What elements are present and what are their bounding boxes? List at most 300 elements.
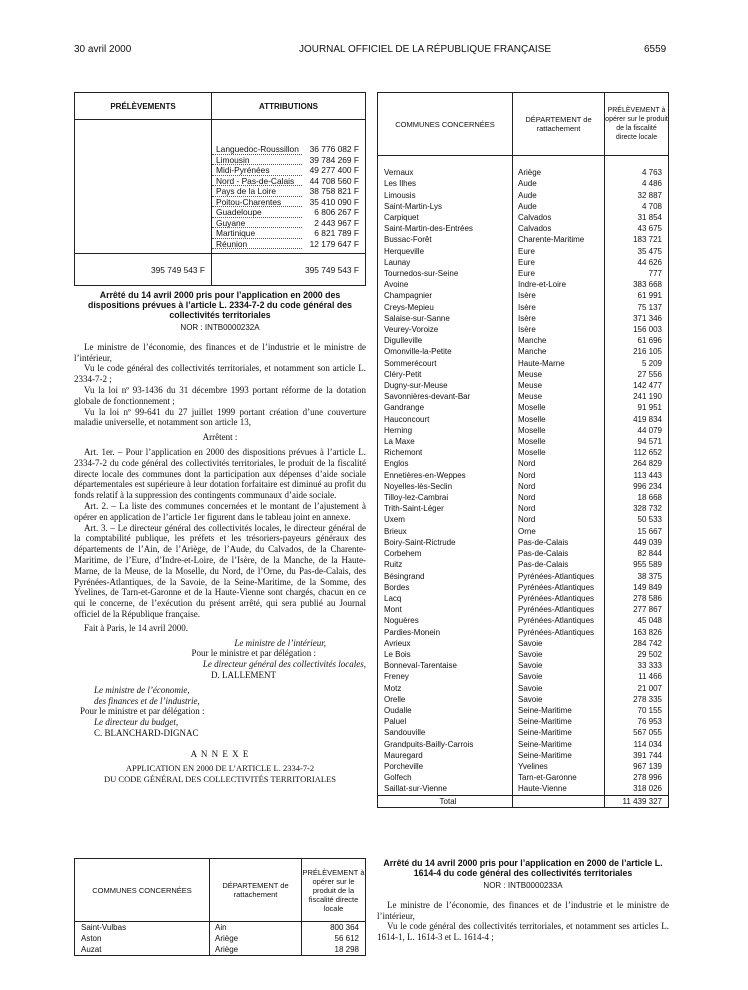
prelevement-value: 241 190 bbox=[633, 392, 662, 402]
prelevement-value: 38 375 bbox=[637, 571, 662, 581]
commune-name: Savonnières-devant-Bar bbox=[378, 391, 513, 402]
prelevement-value: 91 951 bbox=[637, 403, 662, 413]
table-row bbox=[378, 503, 669, 514]
prelevement-value: 284 742 bbox=[633, 638, 662, 648]
commune-name: Bésingrand bbox=[378, 571, 513, 582]
table-row bbox=[378, 369, 669, 380]
prelevement-value: 112 652 bbox=[633, 448, 662, 458]
attribution-row bbox=[212, 207, 365, 218]
attribution-value: 44 708 560 F bbox=[309, 175, 359, 186]
arrete-2 bbox=[377, 858, 669, 943]
visa: Vu le code général des collectivités territoriales, et notamment son article L. 2334-7-2 ; bbox=[74, 363, 366, 385]
prelevement-value: 32 887 bbox=[637, 190, 662, 200]
attribution-row bbox=[212, 218, 365, 229]
commune-name: Le Bois bbox=[378, 649, 513, 660]
attribution-value: 36 776 082 F bbox=[309, 144, 359, 154]
annexe-subtitle: APPLICATION EN 2000 DE L’ARTICLE L. 2334-7-2 bbox=[125, 763, 315, 774]
region-name: Martinique bbox=[212, 228, 302, 239]
attribution-value: 49 277 400 F bbox=[309, 165, 359, 175]
table-row bbox=[378, 627, 669, 638]
commune-name: Auzat bbox=[75, 944, 210, 956]
table-row bbox=[378, 167, 669, 178]
prelevement-value: 328 732 bbox=[633, 504, 662, 514]
prelevement-value: 35 475 bbox=[637, 246, 662, 256]
col-communes: COMMUNES CONCERNÉES bbox=[75, 859, 210, 922]
departement-name: Nord bbox=[513, 481, 605, 492]
commune-name: Veurey-Voroize bbox=[378, 324, 513, 335]
table-row bbox=[378, 447, 669, 458]
commune-name: Boiry-Saint-Rictrude bbox=[378, 537, 513, 548]
table-row bbox=[378, 559, 669, 570]
table-row bbox=[378, 268, 669, 279]
attribution-row bbox=[212, 197, 365, 208]
prelevement-value: 277 867 bbox=[633, 605, 662, 615]
attribution-value: 38 758 821 F bbox=[309, 186, 359, 196]
commune-name: Saint-Martin-des-Entrées bbox=[378, 223, 513, 234]
annexe-table bbox=[377, 92, 669, 808]
commune-name: Dugny-sur-Meuse bbox=[378, 380, 513, 391]
departement-name: Orne bbox=[513, 526, 605, 537]
prelevement-value: 113 443 bbox=[633, 470, 662, 480]
prelevement-value: 149 849 bbox=[633, 582, 662, 592]
signature-line: Pour le ministre et par délégation : bbox=[191, 648, 316, 659]
commune-name: Paluel bbox=[378, 716, 513, 727]
signature-line: Le ministre de l’intérieur, bbox=[234, 637, 326, 648]
departement-name: Haute-Marne bbox=[513, 358, 605, 369]
table-row bbox=[378, 537, 669, 548]
departement-name: Ariège bbox=[210, 944, 302, 956]
table-row bbox=[378, 313, 669, 324]
table-row bbox=[378, 761, 669, 772]
annexe-table-start bbox=[74, 858, 366, 956]
region-name: Languedoc-Roussillon bbox=[212, 144, 302, 155]
table-row bbox=[378, 425, 669, 436]
departement-name: Nord bbox=[513, 470, 605, 481]
prelevement-value: 156 003 bbox=[633, 325, 662, 335]
signature-name: C. BLANCHARD-DIGNAC bbox=[94, 727, 199, 738]
attribution-value: 12 179 647 F bbox=[309, 238, 359, 249]
col-departement: DÉPARTEMENT de rattachement bbox=[210, 859, 302, 922]
visa: Vu le code général des collectivités territoriales, et notamment ses articles L. 1614-1, L. 1614-3 et L. 1614-4 ; bbox=[377, 921, 669, 943]
prelevement-value: 371 346 bbox=[633, 313, 662, 323]
signature-name: D. LALLEMENT bbox=[211, 669, 276, 680]
commune-name: Bonneval-Tarentaise bbox=[378, 660, 513, 671]
departement-name: Savoie bbox=[513, 649, 605, 660]
departement-name: Nord bbox=[513, 514, 605, 525]
departement-name: Aude bbox=[513, 178, 605, 189]
commune-name: Orelle bbox=[378, 694, 513, 705]
prelevement-value: 18 668 bbox=[637, 493, 662, 503]
commune-name: Porcheville bbox=[378, 761, 513, 772]
departement-name: Ariège bbox=[210, 933, 302, 944]
attribution-row bbox=[212, 144, 365, 155]
departement-name: Tarn-et-Garonne bbox=[513, 772, 605, 783]
prelevement-value: 777 bbox=[648, 269, 662, 279]
departement-name: Ariège bbox=[513, 167, 605, 178]
prelevement-value: 800 364 bbox=[330, 923, 359, 932]
departement-name: Pyrénées-Atlantiques bbox=[513, 593, 605, 604]
table-row bbox=[378, 571, 669, 582]
commune-name: Noyelles-lès-Seclin bbox=[378, 481, 513, 492]
table-row bbox=[378, 750, 669, 761]
departement-name: Eure bbox=[513, 257, 605, 268]
commune-name: Pardies-Monein bbox=[378, 627, 513, 638]
prelevement-value: 449 039 bbox=[633, 537, 662, 547]
commune-name: Cléry-Petit bbox=[378, 369, 513, 380]
prelevement-value: 318 026 bbox=[633, 784, 662, 794]
commune-name: La Maxe bbox=[378, 436, 513, 447]
commune-name: Tournedos-sur-Seine bbox=[378, 268, 513, 279]
commune-name: Avoine bbox=[378, 279, 513, 290]
region-name: Guyane bbox=[212, 218, 302, 229]
attribution-row bbox=[212, 186, 365, 197]
attributions-list bbox=[212, 120, 366, 254]
departement-name: Eure bbox=[513, 246, 605, 257]
departement-name: Savoie bbox=[513, 694, 605, 705]
arrete-1 bbox=[74, 290, 366, 785]
commune-name: Herning bbox=[378, 425, 513, 436]
journal-title: JOURNAL OFFICIEL DE LA RÉPUBLIQUE FRANÇAISE bbox=[298, 44, 552, 55]
commune-name: Limousis bbox=[378, 190, 513, 201]
departement-name: Nord bbox=[513, 503, 605, 514]
table-row bbox=[378, 324, 669, 335]
table-row bbox=[75, 922, 366, 934]
annexe-subtitle: DU CODE GÉNÉRAL DES COLLECTIVITÉS TERRITORIALES bbox=[104, 774, 336, 785]
table-row bbox=[378, 223, 669, 234]
departement-name: Savoie bbox=[513, 683, 605, 694]
col-communes: COMMUNES CONCERNÉES bbox=[378, 93, 513, 156]
departement-name: Meuse bbox=[513, 369, 605, 380]
table-row bbox=[378, 526, 669, 537]
table-row bbox=[378, 436, 669, 447]
arretent: Arrêtent : bbox=[202, 432, 238, 443]
table-row bbox=[378, 727, 669, 738]
departement-name: Nord bbox=[513, 458, 605, 469]
table-row bbox=[378, 257, 669, 268]
commune-name: Saint-Martin-Lys bbox=[378, 201, 513, 212]
prelevement-value: 567 055 bbox=[633, 728, 662, 738]
prelevement-value: 94 571 bbox=[637, 437, 662, 447]
table-row bbox=[378, 380, 669, 391]
table-row bbox=[378, 582, 669, 593]
prelevement-value: 955 589 bbox=[633, 560, 662, 570]
commune-name: Richemont bbox=[378, 447, 513, 458]
commune-name: Freney bbox=[378, 671, 513, 682]
prelevement-value: 61 991 bbox=[637, 291, 662, 301]
departement-name: Manche bbox=[513, 335, 605, 346]
commune-name: Trith-Saint-Léger bbox=[378, 503, 513, 514]
commune-name: Sommerécourt bbox=[378, 358, 513, 369]
table-row bbox=[378, 212, 669, 223]
total-label: Total bbox=[378, 795, 513, 807]
commune-name: Ennetières-en-Weppes bbox=[378, 470, 513, 481]
total-prelevements: 395 749 543 F bbox=[75, 254, 212, 286]
table-row bbox=[378, 739, 669, 750]
arrete-1-nor: NOR : INTB0000232A bbox=[180, 323, 260, 332]
commune-name: Tilloy-lez-Cambrai bbox=[378, 492, 513, 503]
signature-line: Le directeur général des collectivités locales, bbox=[202, 659, 366, 670]
signature-line: Le ministre de l’économie, bbox=[94, 684, 190, 695]
prelevement-value: 27 556 bbox=[637, 369, 662, 379]
departement-name: Calvados bbox=[513, 212, 605, 223]
prelevement-value: 76 953 bbox=[637, 717, 662, 727]
prelevement-value: 21 007 bbox=[637, 683, 662, 693]
visa: Le ministre de l’économie, des finances et de l’industrie et le ministre de l’intérieur, bbox=[74, 341, 366, 363]
commune-name: Englos bbox=[378, 458, 513, 469]
table-row bbox=[378, 402, 669, 413]
prelevement-value: 33 333 bbox=[637, 661, 662, 671]
departement-name: Isère bbox=[513, 313, 605, 324]
prelevement-value: 44 079 bbox=[637, 425, 662, 435]
prelevement-value: 4 763 bbox=[641, 168, 662, 178]
attribution-value: 35 410 090 F bbox=[309, 196, 359, 207]
commune-name: Lacq bbox=[378, 593, 513, 604]
table-row bbox=[378, 279, 669, 290]
table-row bbox=[378, 593, 669, 604]
attribution-value: 2 443 967 F bbox=[314, 217, 359, 228]
commune-name: Saint-Vulbas bbox=[75, 922, 210, 934]
attribution-value: 6 806 267 F bbox=[314, 207, 359, 217]
departement-name: Pyrénées-Atlantiques bbox=[513, 571, 605, 582]
departement-name: Indre-et-Loire bbox=[513, 279, 605, 290]
table-row bbox=[378, 492, 669, 503]
departement-name: Isère bbox=[513, 324, 605, 335]
attributions-table bbox=[74, 92, 366, 286]
visa: Le ministre de l’économie, des finances et de l’industrie et le ministre de l’intérieur, bbox=[377, 899, 669, 921]
departement-name: Yvelines bbox=[513, 761, 605, 772]
table-row bbox=[378, 190, 669, 201]
attribution-row bbox=[212, 239, 365, 250]
total-value: 11 439 327 bbox=[605, 795, 669, 807]
table-row bbox=[378, 346, 669, 357]
prelevement-value: 50 533 bbox=[637, 515, 662, 525]
attribution-row bbox=[212, 228, 365, 239]
table-row bbox=[75, 933, 366, 944]
table-row bbox=[378, 604, 669, 615]
arrete-2-title: Arrêté du 14 avril 2000 pris pour l’application en 2000 de l’article L. 1614-4 du code général des collectivités territoriales bbox=[383, 858, 663, 878]
prelevement-value: 82 844 bbox=[637, 549, 662, 559]
prelevement-value: 75 137 bbox=[637, 302, 662, 312]
table-row bbox=[378, 246, 669, 257]
departement-name: Moselle bbox=[513, 447, 605, 458]
article-3: Art. 3. – Le directeur général des collectivités locales, le directeur général de la comptabilité publique, les préfets et les trésoriers-payeurs généraux des départements de l’Ain, de l’Ariège, de l’Aude, du Calvados, de la Charente-Maritime, de l’Eure, d’Indre-et-Loire, de l’Isère, de la Manche, de la Haute-Marne, de la Meuse, de la Moselle, du Nord, de l’Orne, du Pas-de-Calais, des Pyrénées-Atlantiques, de la Savoie, de la Seine-Maritime, de la Somme, des Yvelines, de Tarn-et-Garonne et de la Haute-Vienne sont chargés, chacun en ce qui le concerne, de l’exécution du présent arrêté, qui sera publié au Journal officiel de la République française. bbox=[74, 522, 366, 619]
commune-name: Grandpuits-Bailly-Carrois bbox=[378, 739, 513, 750]
commune-name: Sandouville bbox=[378, 727, 513, 738]
commune-name: Corbehem bbox=[378, 548, 513, 559]
col-prelevement: PRÉLÈVEMENT à opérer sur le produit de la fiscalité directe locale bbox=[302, 859, 366, 922]
table-row bbox=[378, 660, 669, 671]
departement-name: Seine-Maritime bbox=[513, 705, 605, 716]
attribution-row bbox=[212, 165, 365, 176]
departement-name: Pyrénées-Atlantiques bbox=[513, 615, 605, 626]
table-row bbox=[378, 649, 669, 660]
prelevement-value: 967 139 bbox=[633, 761, 662, 771]
prelevement-value: 142 477 bbox=[633, 381, 662, 391]
table-row bbox=[378, 290, 669, 301]
departement-name: Manche bbox=[513, 346, 605, 357]
departement-name: Aude bbox=[513, 190, 605, 201]
commune-name: Ruitz bbox=[378, 559, 513, 570]
commune-name: Gandrange bbox=[378, 402, 513, 413]
prelevement-value: 278 996 bbox=[633, 773, 662, 783]
region-name: Limousin bbox=[212, 155, 302, 166]
departement-name: Calvados bbox=[513, 223, 605, 234]
region-name: Nord - Pas-de-Calais bbox=[212, 176, 302, 187]
departement-name: Savoie bbox=[513, 660, 605, 671]
departement-name: Nord bbox=[513, 492, 605, 503]
commune-name: Avrieux bbox=[378, 638, 513, 649]
total-attributions: 395 749 543 F bbox=[212, 254, 366, 286]
table-row bbox=[378, 481, 669, 492]
table-row bbox=[378, 358, 669, 369]
table-row bbox=[378, 772, 669, 783]
prelevement-value: 15 667 bbox=[637, 526, 662, 536]
table-row bbox=[378, 548, 669, 559]
commune-name: Launay bbox=[378, 257, 513, 268]
table-row bbox=[378, 671, 669, 682]
departement-name: Meuse bbox=[513, 380, 605, 391]
table-row bbox=[378, 694, 669, 705]
visa: Vu la loi nº 99-641 du 27 juillet 1999 portant création d’une couverture maladie universelle, et notamment son article 13, bbox=[74, 406, 366, 428]
departement-name: Pas-de-Calais bbox=[513, 537, 605, 548]
departement-name: Moselle bbox=[513, 436, 605, 447]
signature-line: Pour le ministre et par délégation : bbox=[80, 706, 205, 717]
departement-name: Seine-Maritime bbox=[513, 727, 605, 738]
fait-a-paris: Fait à Paris, le 14 avril 2000. bbox=[84, 622, 188, 633]
table-row bbox=[378, 414, 669, 425]
commune-name: Creys-Mepieu bbox=[378, 302, 513, 313]
prelevement-value: 5 209 bbox=[641, 358, 662, 368]
table-row bbox=[378, 391, 669, 402]
departement-name: Seine-Maritime bbox=[513, 739, 605, 750]
signature-line: des finances et de l’industrie, bbox=[94, 695, 200, 706]
table-row bbox=[378, 615, 669, 626]
page-number: 6559 bbox=[644, 44, 667, 55]
commune-name: Salaise-sur-Sanne bbox=[378, 313, 513, 324]
commune-name: Digulleville bbox=[378, 335, 513, 346]
departement-name: Moselle bbox=[513, 414, 605, 425]
departement-name: Moselle bbox=[513, 402, 605, 413]
prelevement-value: 61 696 bbox=[637, 336, 662, 346]
departement-name: Haute-Vienne bbox=[513, 783, 605, 795]
article-1: Art. 1er. – Pour l’application en 2000 des dispositions prévues à l’article L. 2334-7-2 du code général des collectivités territoriales, le produit de la fiscalité directe locale des communes dont la participation aux dépenses d’aide sociale départementales est supérieure à leur dotation forfaitaire est diminué au profit du fonds relatif à la suppression des contingents communaux d’aide sociale. bbox=[74, 446, 366, 501]
prelevement-value: 278 586 bbox=[633, 593, 662, 603]
table-row bbox=[75, 944, 366, 956]
commune-name: Saillat-sur-Vienne bbox=[378, 783, 513, 795]
prelevement-value: 391 744 bbox=[633, 750, 662, 760]
signature-line: Le directeur du budget, bbox=[94, 717, 179, 728]
table-row bbox=[378, 470, 669, 481]
departement-name: Pyrénées-Atlantiques bbox=[513, 627, 605, 638]
commune-name: Aston bbox=[75, 933, 210, 944]
prelevement-value: 4 486 bbox=[641, 179, 662, 189]
visa: Vu la loi nº 93-1436 du 31 décembre 1993 portant réforme de la dotation globale de fonctionnement ; bbox=[74, 384, 366, 406]
prelevement-value: 56 612 bbox=[334, 934, 359, 943]
departement-name: Isère bbox=[513, 290, 605, 301]
departement-name: Charente-Maritime bbox=[513, 234, 605, 245]
prelevement-value: 43 675 bbox=[637, 224, 662, 234]
prelevement-value: 383 668 bbox=[633, 280, 662, 290]
region-name: Midi-Pyrénées bbox=[212, 165, 302, 176]
table-row bbox=[378, 514, 669, 525]
departement-name: Moselle bbox=[513, 425, 605, 436]
commune-name: Uxem bbox=[378, 514, 513, 525]
prelevement-value: 4 708 bbox=[641, 201, 662, 211]
commune-name: Bordes bbox=[378, 582, 513, 593]
prelevement-value: 264 829 bbox=[633, 459, 662, 469]
table-row bbox=[378, 234, 669, 245]
annexe-heading: A N N E X E bbox=[190, 748, 250, 759]
attribution-row bbox=[212, 155, 365, 166]
commune-name: Champagnier bbox=[378, 290, 513, 301]
attribution-row bbox=[212, 176, 365, 187]
prelevement-value: 44 626 bbox=[637, 257, 662, 267]
prelevement-value: 163 826 bbox=[633, 627, 662, 637]
commune-name: Motz bbox=[378, 683, 513, 694]
departement-name: Savoie bbox=[513, 671, 605, 682]
col-prelevement: PRÉLÈVEMENT à opérer sur le produit de la fiscalité directe locale bbox=[605, 93, 669, 156]
prelevement-value: 114 034 bbox=[633, 739, 662, 749]
departement-name: Savoie bbox=[513, 638, 605, 649]
commune-name: Omonville-la-Petite bbox=[378, 346, 513, 357]
attribution-value: 6 821 789 F bbox=[314, 228, 359, 238]
commune-name: Bussac-Forêt bbox=[378, 234, 513, 245]
arrete-1-title: Arrêté du 14 avril 2000 pris pour l’application en 2000 des dispositions prévues à l’article L. 2334-7-2 du code général des collectivités territoriales bbox=[87, 290, 352, 320]
attribution-value: 39 784 269 F bbox=[309, 154, 359, 165]
table-row bbox=[378, 335, 669, 346]
departement-name: Pyrénées-Atlantiques bbox=[513, 582, 605, 593]
table-row bbox=[378, 716, 669, 727]
table-row bbox=[378, 302, 669, 313]
col-departement: DÉPARTEMENT de rattachement bbox=[513, 93, 605, 156]
departement-name: Pyrénées-Atlantiques bbox=[513, 604, 605, 615]
commune-name: Oudalle bbox=[378, 705, 513, 716]
prelevement-value: 11 466 bbox=[638, 672, 662, 682]
commune-name: Mauregard bbox=[378, 750, 513, 761]
arrete-2-nor: NOR : INTB0000233A bbox=[483, 881, 563, 890]
departement-name: Pas-de-Calais bbox=[513, 548, 605, 559]
region-name: Réunion bbox=[212, 239, 302, 250]
col-attributions: ATTRIBUTIONS bbox=[212, 93, 366, 120]
col-prelevements: PRÉLÈVEMENTS bbox=[75, 93, 212, 120]
commune-name: Mont bbox=[378, 604, 513, 615]
table-row bbox=[378, 458, 669, 469]
prelevement-value: 29 502 bbox=[637, 649, 662, 659]
region-name: Pays de la Loire bbox=[212, 186, 302, 197]
table-row bbox=[378, 705, 669, 716]
prelevement-value: 278 335 bbox=[633, 694, 662, 704]
commune-name: Brieux bbox=[378, 526, 513, 537]
commune-name: Carpiquet bbox=[378, 212, 513, 223]
departement-name: Meuse bbox=[513, 391, 605, 402]
prelevement-value: 45 048 bbox=[637, 616, 662, 626]
table-row bbox=[378, 683, 669, 694]
table-row bbox=[378, 178, 669, 189]
departement-name: Seine-Maritime bbox=[513, 750, 605, 761]
table-row bbox=[378, 638, 669, 649]
page-date: 30 avril 2000 bbox=[74, 44, 132, 55]
departement-name: Eure bbox=[513, 268, 605, 279]
commune-name: Les Ilhes bbox=[378, 178, 513, 189]
prelevement-value: 70 155 bbox=[637, 705, 662, 715]
commune-name: Hauconcourt bbox=[378, 414, 513, 425]
prelevement-value: 183 721 bbox=[633, 235, 662, 245]
prelevement-value: 31 854 bbox=[637, 213, 662, 222]
prelevement-value: 18 298 bbox=[334, 945, 359, 954]
commune-name: Herqueville bbox=[378, 246, 513, 257]
region-name: Guadeloupe bbox=[212, 207, 302, 218]
region-name: Poitou-Charentes bbox=[212, 197, 302, 208]
